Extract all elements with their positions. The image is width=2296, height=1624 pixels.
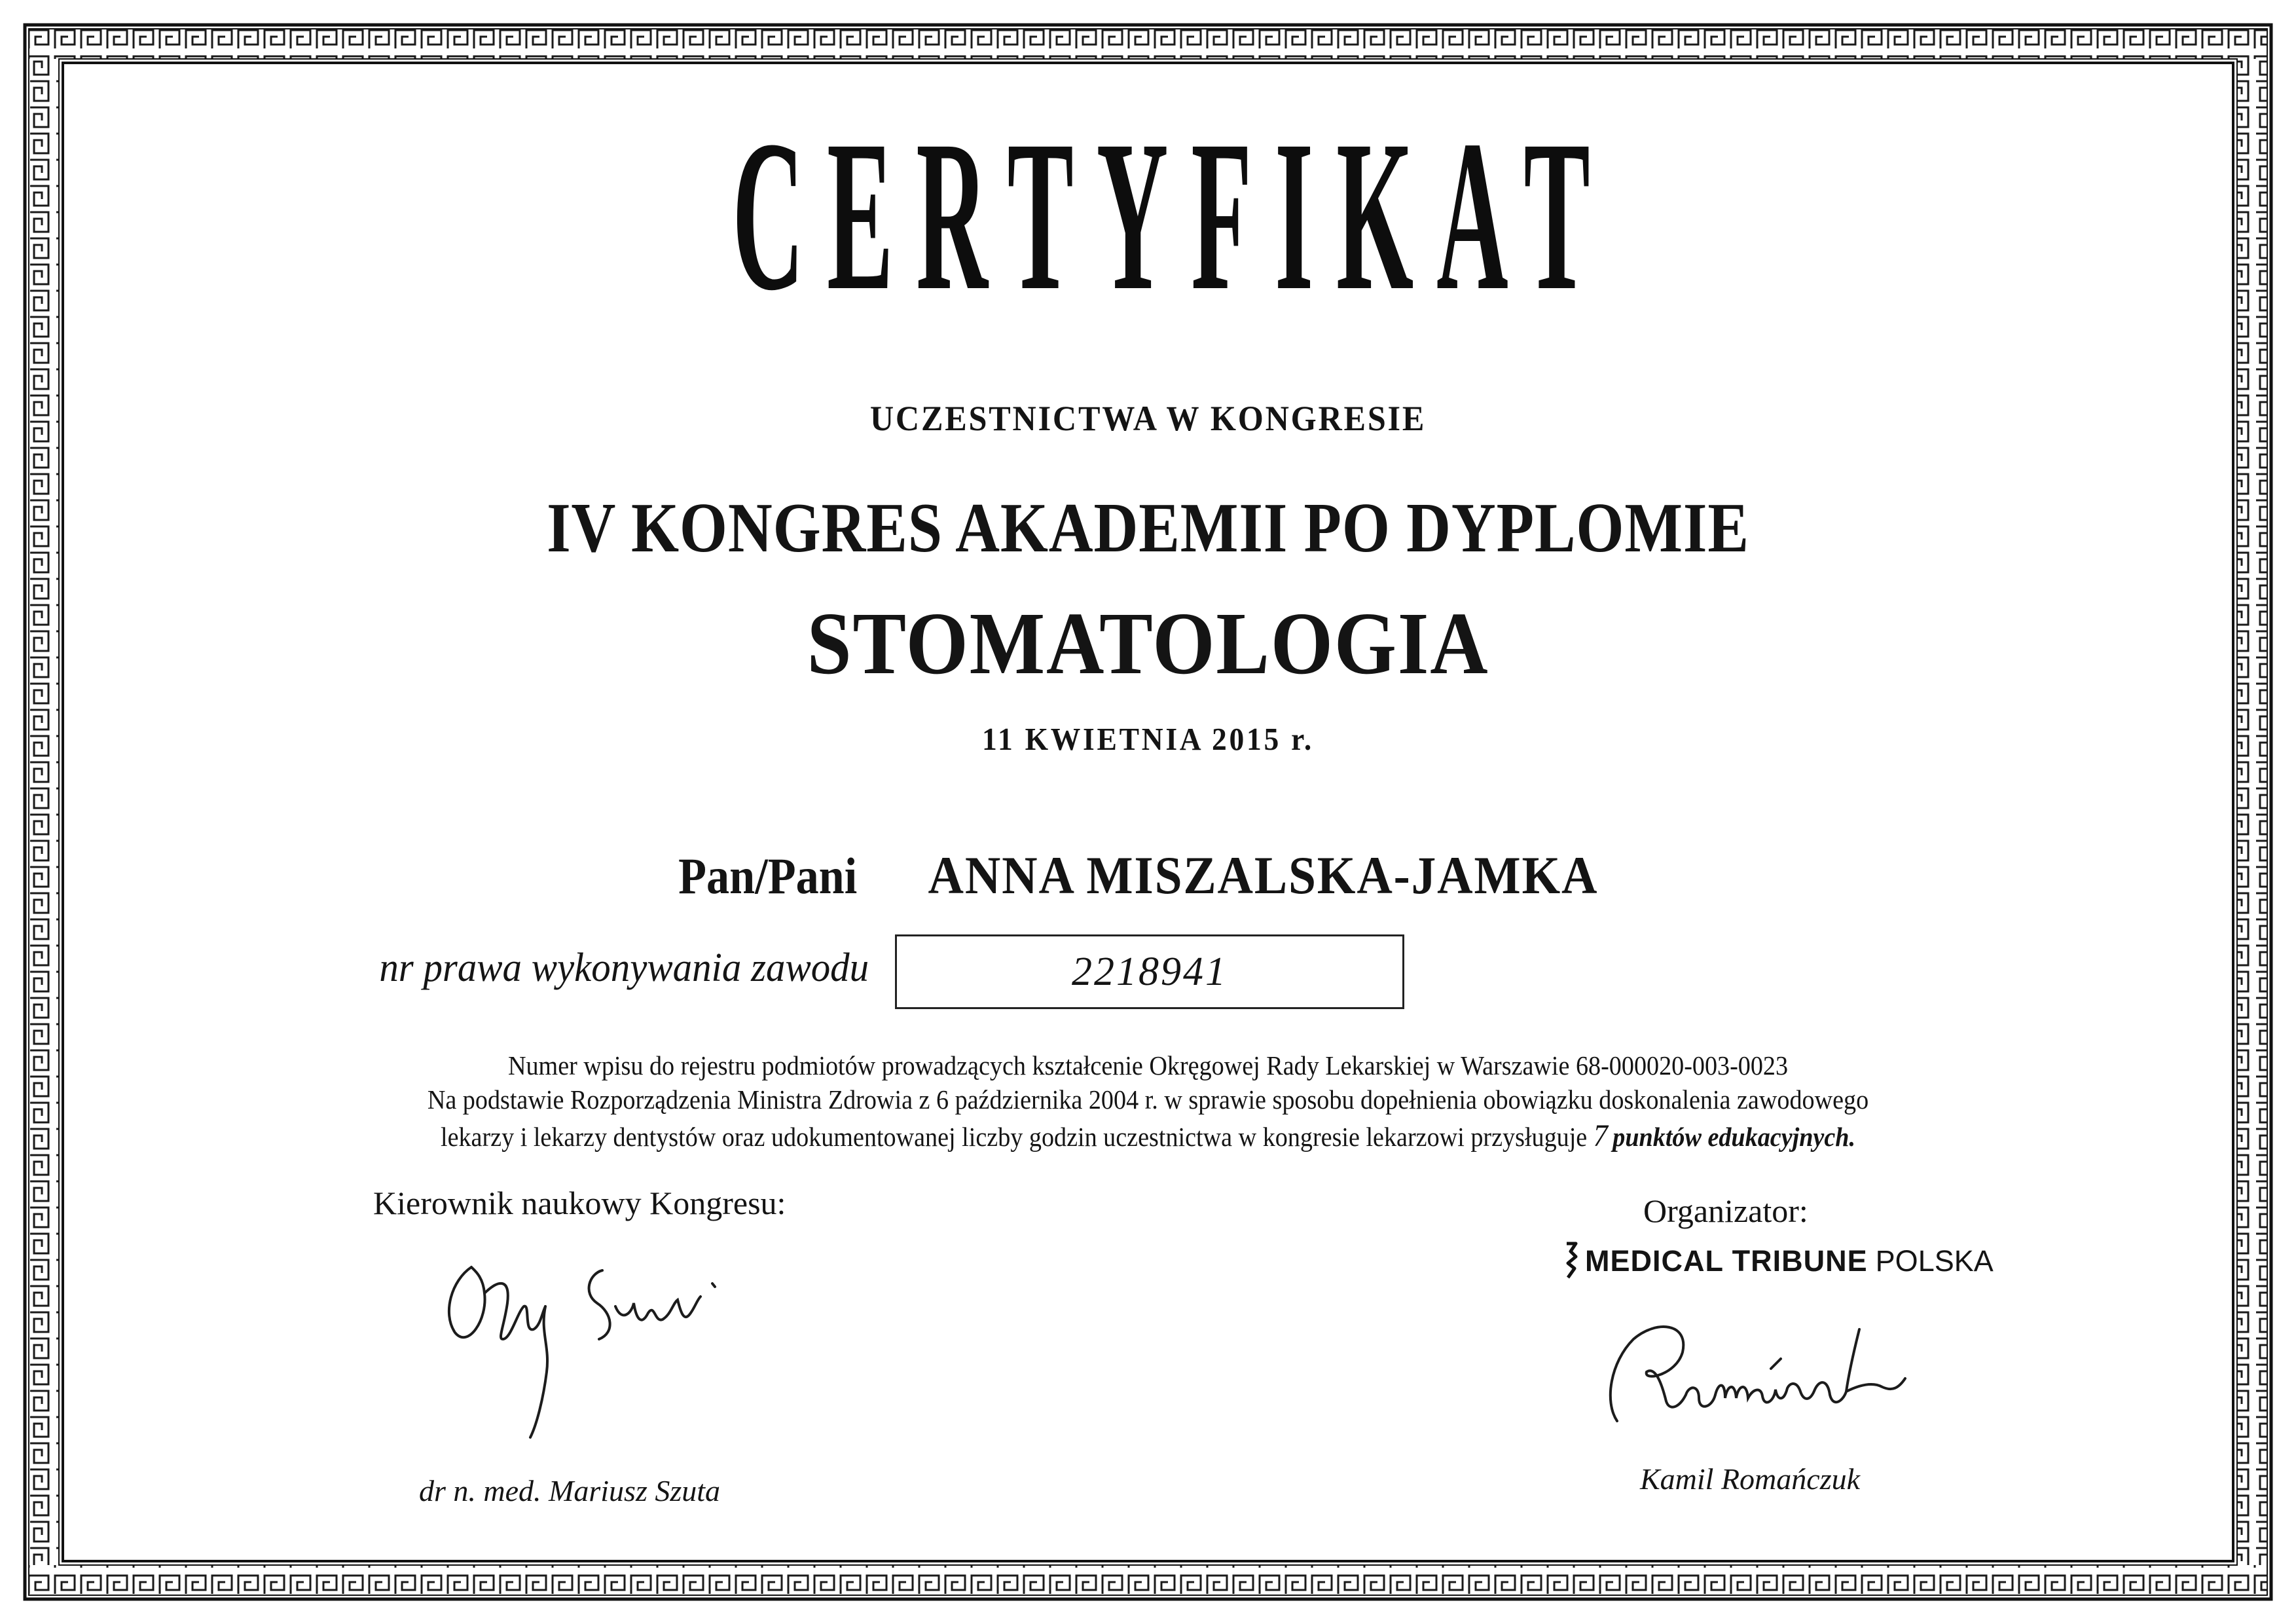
participant-name: ANNA MISZALSKA-JAMKA <box>928 845 1599 905</box>
registry-note: Numer wpisu do rejestru podmiotów prowadzących kształcenie Okręgowej Rady Lekarskiej w Warszawie 68-000020-003-0023 <box>507 1050 1789 1080</box>
regulation-note: Na podstawie Rozporządzenia Ministra Zdrowia z 6 października 2004 r. w sprawie sposobu dopełnienia obowiązku doskonalenia zawodowego <box>427 1084 1869 1115</box>
organizer-signature <box>1584 1303 1951 1447</box>
scientific-lead-label: Kierownik naukowy Kongresu: <box>373 1185 786 1221</box>
points-note <box>81 1118 2216 1154</box>
congress-date: 11 KWIETNIA 2015 r. <box>981 721 1315 757</box>
organizer-person-name: Kamil Romańczuk <box>1640 1462 1861 1496</box>
scientific-lead-name: dr n. med. Mariusz Szuta <box>419 1474 721 1507</box>
license-label: nr prawa wykonywania zawodu <box>379 946 869 990</box>
caduceus-logo-icon <box>1561 1241 1581 1282</box>
certificate-subtitle: UCZESTNICTWA W KONGRESIE <box>869 399 1427 438</box>
points-number: 7 <box>1593 1118 1608 1153</box>
congress-field: STOMATOLOGIA <box>807 595 1489 693</box>
license-number: 2218941 <box>1072 949 1228 994</box>
salutation: Pan/Pani <box>678 847 858 904</box>
logo-text-medical-tribune: MEDICAL TRIBUNE <box>1585 1244 1868 1278</box>
license-number-box <box>895 934 1404 1009</box>
points-label: punktów edukacyjnych. <box>1613 1122 1856 1152</box>
organizer-logo <box>1561 1241 1994 1282</box>
certificate-title: CERTYFIKAT <box>732 96 1614 335</box>
logo-text-polska: POLSKA <box>1875 1244 1994 1278</box>
points-note-text: lekarzy i lekarzy dentystów oraz udokumentowanej liczby godzin uczestnictwa w kongresie lekarzowi przysługuje <box>440 1122 1588 1152</box>
scientific-lead-signature <box>426 1241 766 1450</box>
congress-name: IV KONGRES AKADEMII PO DYPLOMIE <box>547 489 1749 567</box>
organizer-label: Organizator: <box>1643 1192 1808 1229</box>
participant-row <box>0 845 2296 906</box>
